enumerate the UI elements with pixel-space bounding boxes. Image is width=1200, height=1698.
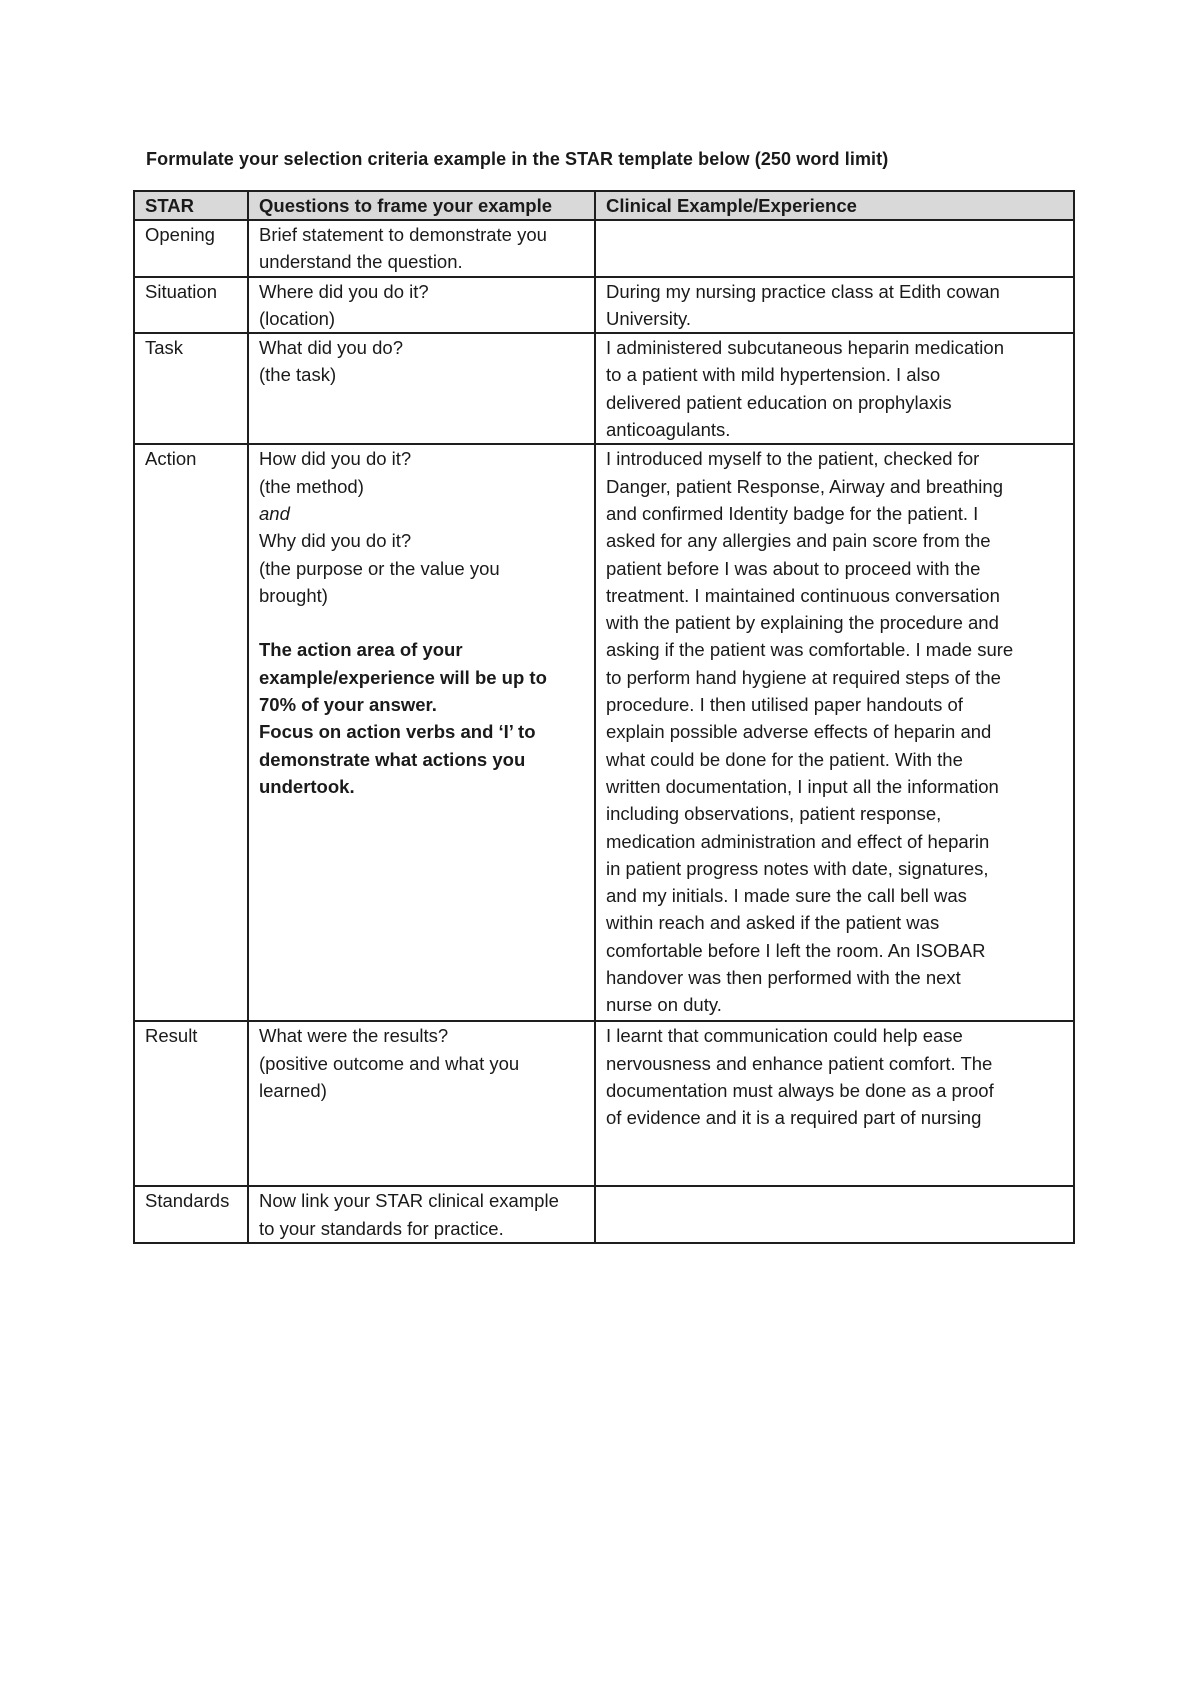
question-cell-action: How did you do it? (the method) and Why did you do it? (the purpose or the value you brought) The action area of your example/experience will be up to 70% of your answer. Focus on action verbs and ‘I’ to demonstrate what actions you undertook.: [248, 444, 595, 1021]
and-text: and: [259, 502, 290, 524]
star-cell-opening: Opening: [134, 220, 248, 277]
table-row-opening: [134, 220, 1074, 277]
example-cell-situation: During my nursing practice class at Edith cowan University.: [595, 277, 1074, 334]
table-row-standards: [134, 1186, 1074, 1243]
table-row-task: [134, 333, 1074, 444]
header-star: STAR: [134, 191, 248, 220]
table-header-row: [134, 191, 1074, 220]
star-cell-standards: Standards: [134, 1186, 248, 1243]
star-cell-task: Task: [134, 333, 248, 444]
question-cell-standards: Now link your STAR clinical example to your standards for practice.: [248, 1186, 595, 1243]
star-table: [133, 190, 1075, 1244]
example-cell-standards: [595, 1186, 1074, 1243]
star-cell-action: Action: [134, 444, 248, 1021]
question-cell-situation: Where did you do it? (location): [248, 277, 595, 334]
example-cell-action: I introduced myself to the patient, checked for Danger, patient Response, Airway and breathing and confirmed Identity badge for the patient. I asked for any allergies and pain score from the patient before I was about to proceed with the treatment. I maintained continuous conversation with the patient by explaining the procedure and asking if the patient was comfortable. I made sure to perform hand hygiene at required steps of the procedure. I then utilised paper handouts of explain possible adverse effects of heparin and what could be done for the patient. With the written documentation, I input all the information including observations, patient response, medication administration and effect of heparin in patient progress notes with date, signatures, and my initials. I made sure the call bell was within reach and asked if the patient was comfortable before I left the room. An ISOBAR handover was then performed with the next nurse on duty.: [595, 444, 1074, 1021]
table-row-result: [134, 1021, 1074, 1186]
example-cell-task: I administered subcutaneous heparin medication to a patient with mild hypertension. I also delivered patient education on prophylaxis anticoagulants.: [595, 333, 1074, 444]
question-cell-result: What were the results? (positive outcome and what you learned): [248, 1021, 595, 1186]
example-cell-opening: [595, 220, 1074, 277]
example-cell-result: I learnt that communication could help ease nervousness and enhance patient comfort. The documentation must always be done as a proof of evidence and it is a required part of nursing: [595, 1021, 1074, 1186]
header-clinical-example: Clinical Example/Experience: [595, 191, 1074, 220]
table-row-action: [134, 444, 1074, 1021]
header-questions: Questions to frame your example: [248, 191, 595, 220]
star-cell-situation: Situation: [134, 277, 248, 334]
question-cell-opening: Brief statement to demonstrate you understand the question.: [248, 220, 595, 277]
table-row-situation: [134, 277, 1074, 334]
question-cell-task: What did you do? (the task): [248, 333, 595, 444]
star-cell-result: Result: [134, 1021, 248, 1186]
page-title: Formulate your selection criteria example in the STAR template below (250 word limit): [146, 149, 889, 169]
